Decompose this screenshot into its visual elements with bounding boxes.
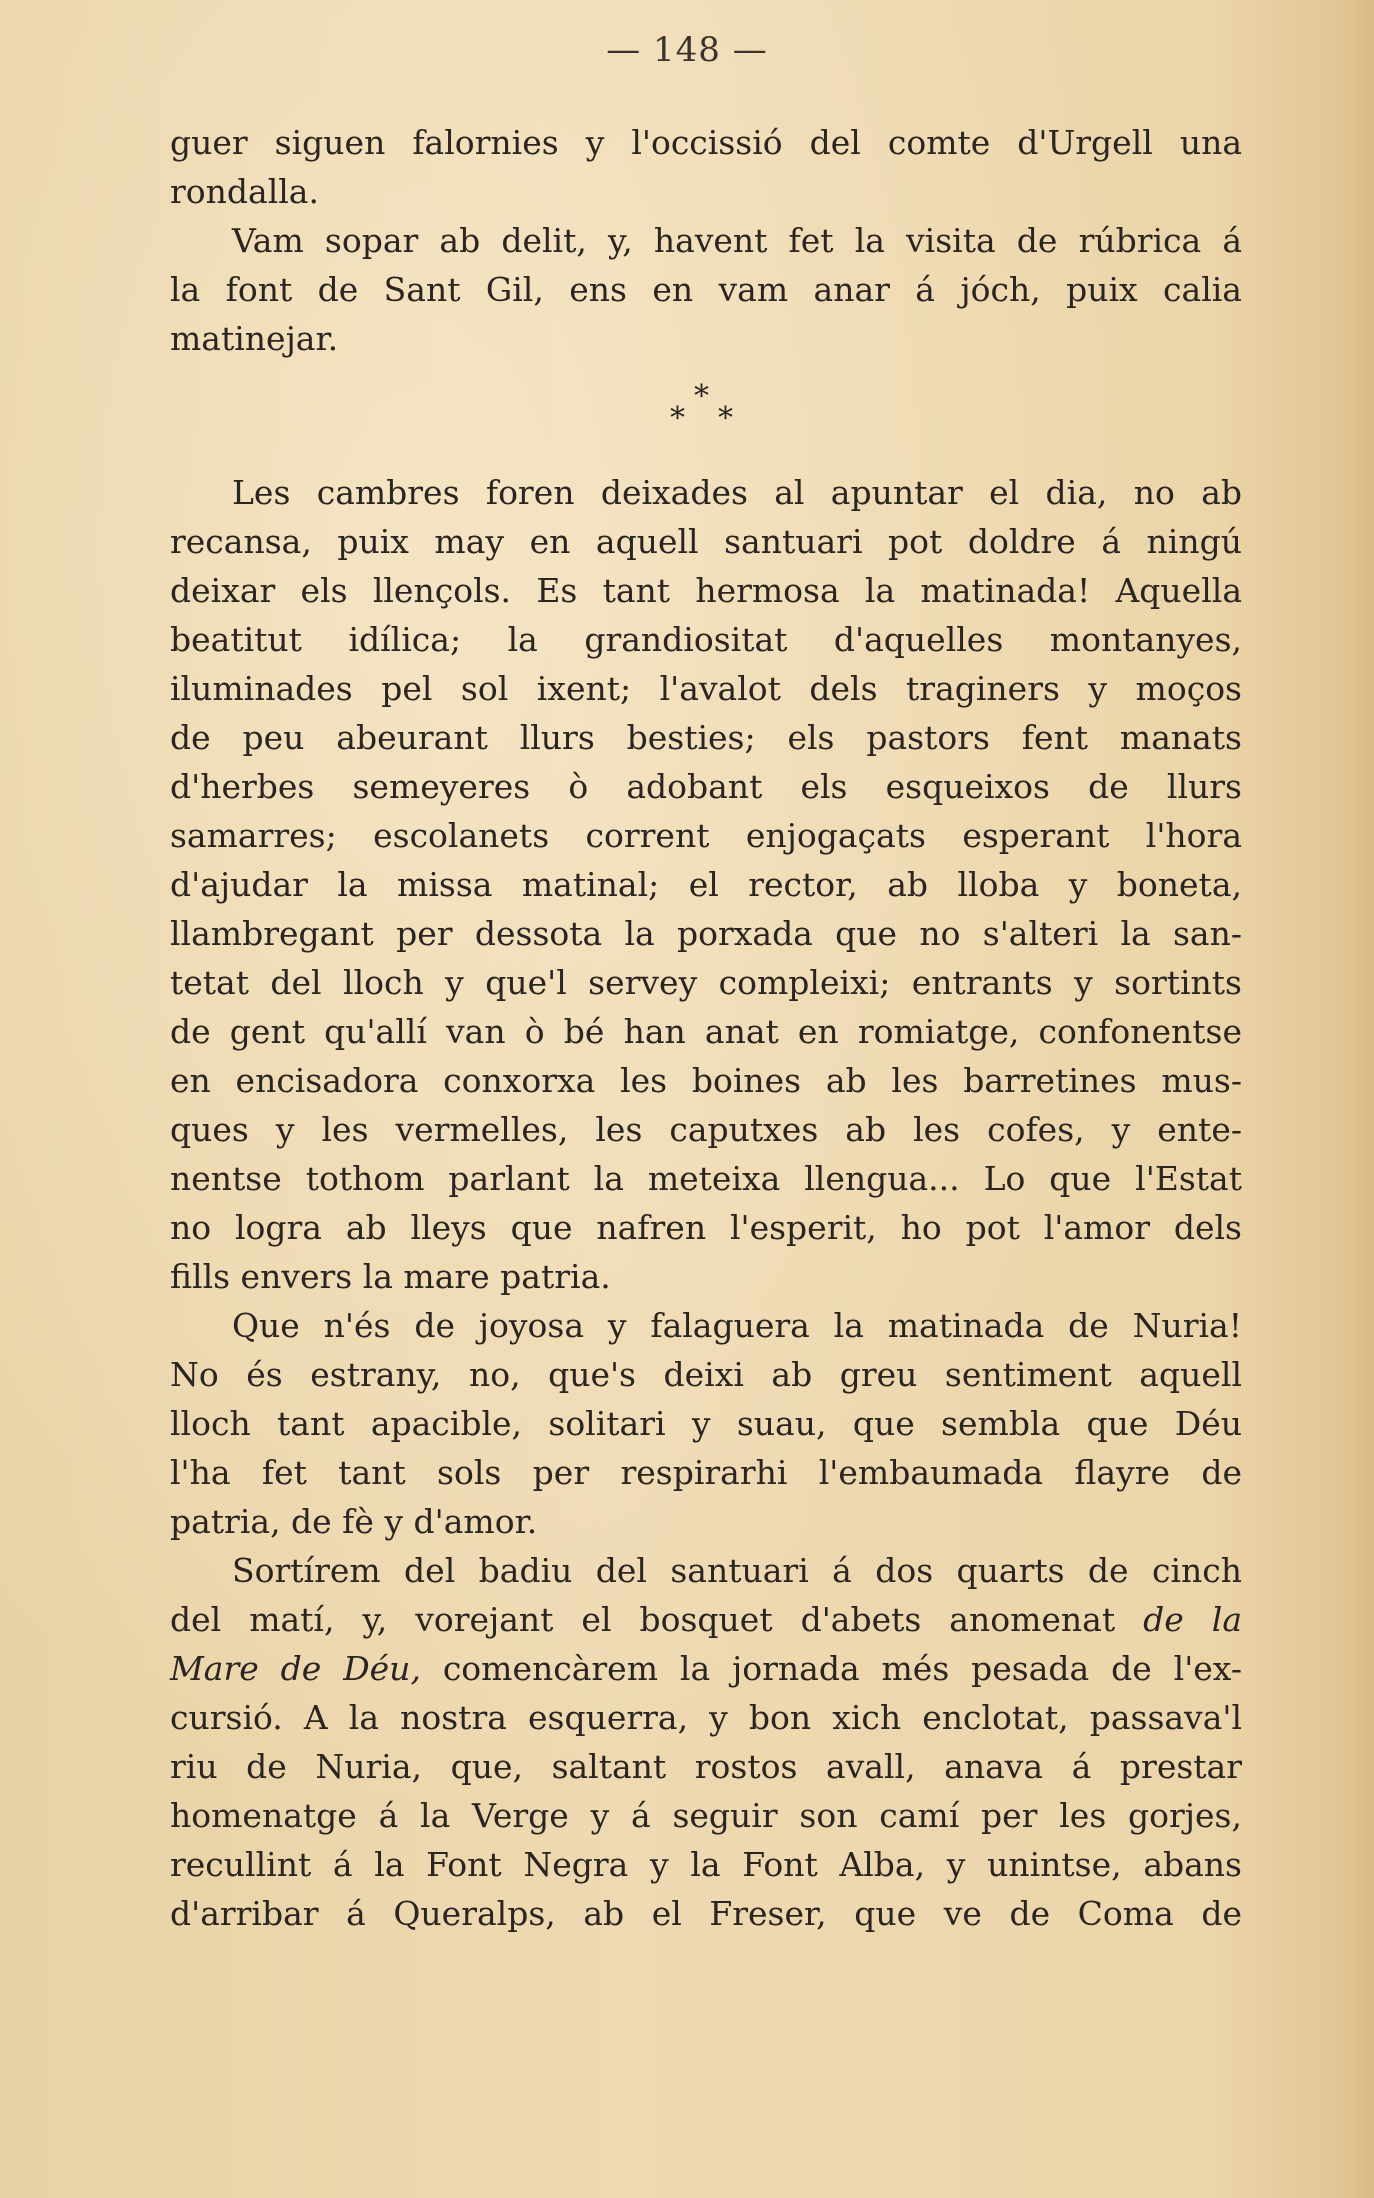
- text-line: lloch tant apacible, solitari y suau, que sembla que Déu: [170, 1404, 1242, 1443]
- text-line: No és estrany, no, que's deixi ab greu sentiment aquell: [170, 1355, 1242, 1394]
- text-fragment: del matí, y, vorejant el bosquet d'abets anomenat: [170, 1600, 1116, 1639]
- text-line: iluminades pel sol ixent; l'avalot dels traginers y moços: [170, 669, 1242, 708]
- asterisk: *: [718, 401, 733, 436]
- text-line: samarres; escolanets corrent enjogaçats esperant l'hora: [170, 816, 1242, 855]
- text-line: Sortírem del badiu del santuari á dos quarts de cinch: [232, 1551, 1242, 1590]
- text-line: fills envers la mare patria.: [170, 1257, 611, 1296]
- text-line: l'ha fet tant sols per respirarhi l'embaumada flayre de: [170, 1453, 1242, 1492]
- text-line: patria, de fè y d'amor.: [170, 1502, 538, 1541]
- text-line: de peu abeurant llurs besties; els pastors fent manats: [170, 718, 1242, 757]
- text-line: Les cambres foren deixades al apuntar el dia, no ab: [232, 473, 1242, 512]
- text-line-mixed: [170, 1644, 1242, 1693]
- text-line: de gent qu'allí van ò bé han anat en romiatge, confonentse: [170, 1012, 1242, 1051]
- text-line: ques y les vermelles, les caputxes ab les cofes, y ente-: [170, 1110, 1242, 1149]
- text-line: Que n'és de joyosa y falaguera la matinada de Nuria!: [232, 1306, 1242, 1345]
- text-line: la font de Sant Gil, ens en vam anar á jóch, puix calia: [170, 270, 1242, 309]
- section-break-asterism: [170, 368, 1242, 458]
- text-line: recansa, puix may en aquell santuari pot doldre á ningú: [170, 522, 1242, 561]
- text-line: guer siguen falornies y l'occissió del comte d'Urgell una: [170, 123, 1242, 162]
- text-line: en encisadora conxorxa les boines ab les barretines mus-: [170, 1061, 1242, 1100]
- text-line: tetat del lloch y que'l servey compleixi; entrants y sortints: [170, 963, 1242, 1002]
- text-line: no logra ab lleys que nafren l'esperit, ho pot l'amor dels: [170, 1208, 1242, 1247]
- text-line: beatitut idílica; la grandiositat d'aquelles montanyes,: [170, 620, 1242, 659]
- page-number: — 148 —: [606, 30, 768, 70]
- text-fragment: comencàrem la jornada més pesada de l'ex-: [442, 1649, 1242, 1688]
- text-line: d'ajudar la missa matinal; el rector, ab lloba y boneta,: [170, 865, 1242, 904]
- text-line: Vam sopar ab delit, y, havent fet la visita de rúbrica á: [232, 221, 1242, 260]
- text-line: recullint á la Font Negra y la Font Alba, y unintse, abans: [170, 1845, 1242, 1884]
- text-line: homenatge á la Verge y á seguir son camí per les gorjes,: [170, 1796, 1242, 1835]
- asterisk: *: [670, 401, 685, 436]
- text-line: rondalla.: [170, 172, 319, 211]
- text-line: riu de Nuria, que, saltant rostos avall, anava á prestar: [170, 1747, 1242, 1786]
- text-line: cursió. A la nostra esquerra, y bon xich enclotat, passava'l: [170, 1698, 1242, 1737]
- text-line: deixar els llençols. Es tant hermosa la matinada! Aquella: [170, 571, 1242, 610]
- italic-fragment: Mare de Déu,: [170, 1649, 421, 1688]
- asterisk: *: [694, 379, 709, 414]
- body-text: [170, 118, 1242, 1938]
- text-line: nentse tothom parlant la meteixa llengua... Lo que l'Estat: [170, 1159, 1242, 1198]
- italic-fragment: de la: [1143, 1600, 1242, 1639]
- text-line: matinejar.: [170, 319, 339, 358]
- text-line: d'arribar á Queralps, ab el Freser, que ve de Coma de: [170, 1894, 1242, 1933]
- text-line: llambregant per dessota la porxada que no s'alteri la san-: [170, 914, 1242, 953]
- text-line: d'herbes semeyeres ò adobant els esqueixos de llurs: [170, 767, 1242, 806]
- text-line-mixed: [170, 1595, 1242, 1644]
